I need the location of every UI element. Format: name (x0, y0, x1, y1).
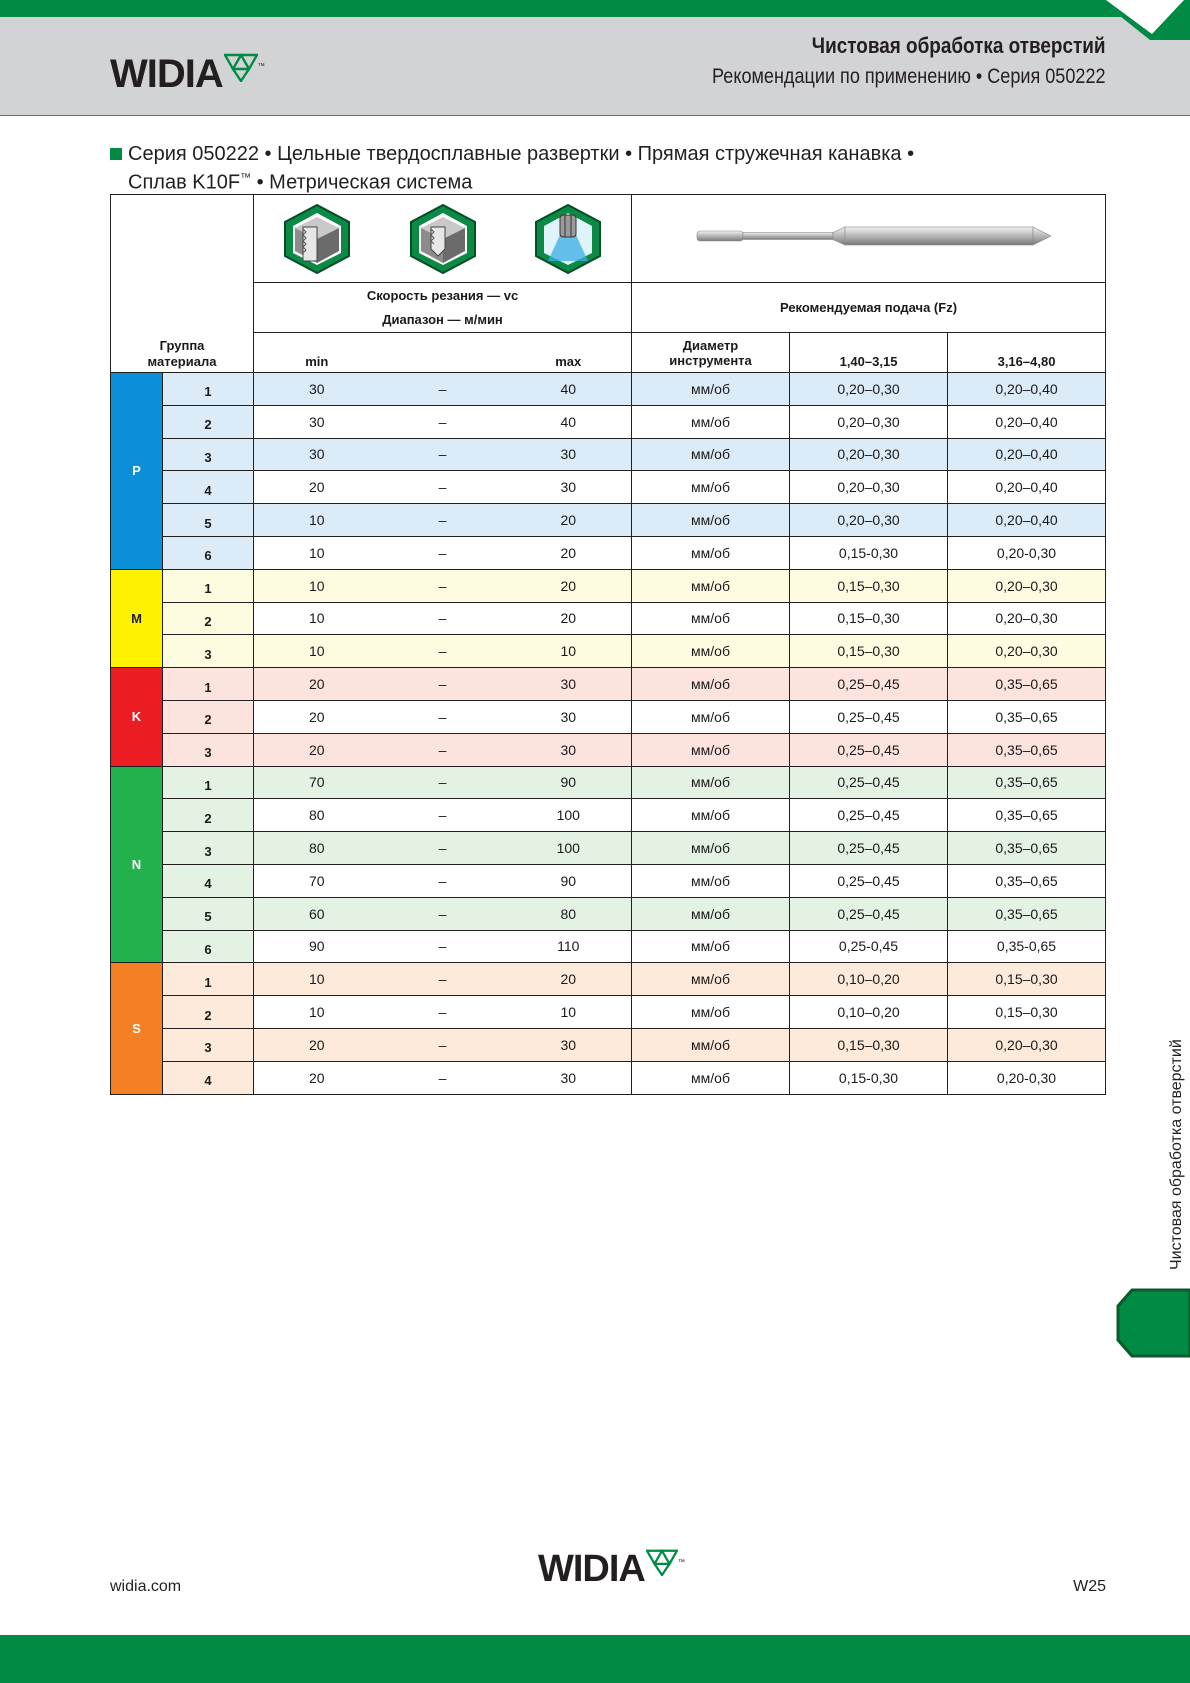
vc-dash: – (380, 471, 506, 504)
footer-logo-tm: ™ (677, 1559, 685, 1566)
feed-value-d2: 0,20–0,40 (948, 405, 1106, 438)
diameter-header: Диаметр инструмента (632, 333, 790, 373)
feed-value-d1: 0,15–0,30 (790, 602, 948, 635)
vc-dash: – (380, 700, 506, 733)
feed-unit: мм/об (632, 700, 790, 733)
feed-value-d2: 0,35–0,65 (948, 799, 1106, 832)
feed-value-d2: 0,35-0,65 (948, 930, 1106, 963)
feed-unit: мм/об (632, 405, 790, 438)
vc-min-value: 10 (254, 635, 380, 668)
recommended-feed-header: Рекомендуемая подача (Fz) (632, 283, 1106, 333)
feed-value-d2: 0,35–0,65 (948, 864, 1106, 897)
feed-value-d1: 0,15–0,30 (790, 1028, 948, 1061)
page-number: W25 (1073, 1578, 1106, 1595)
bottom-green-bar (0, 1635, 1190, 1683)
feed-unit: мм/об (632, 963, 790, 996)
feed-unit: мм/об (632, 536, 790, 569)
subgroup-number: 1 (163, 766, 254, 799)
feed-value-d1: 0,25–0,45 (790, 864, 948, 897)
operation-icons-cell (254, 195, 632, 283)
subgroup-number: 4 (163, 471, 254, 504)
vc-dash: – (380, 536, 506, 569)
series-heading (110, 142, 914, 195)
subgroup-number: 1 (163, 668, 254, 701)
subgroup-number: 6 (163, 536, 254, 569)
vc-min-value: 10 (254, 569, 380, 602)
vc-min-value: 30 (254, 373, 380, 406)
feed-value-d1: 0,15–0,30 (790, 635, 948, 668)
feed-value-d1: 0,20–0,30 (790, 471, 948, 504)
speed-range-label: Диапазон — м/мин (382, 311, 503, 327)
vc-min-value: 70 (254, 766, 380, 799)
feed-value-d2: 0,20–0,40 (948, 373, 1106, 406)
coolant-through-icon (534, 203, 602, 275)
table-row (111, 864, 1106, 897)
feed-value-d2: 0,35–0,65 (948, 897, 1106, 930)
feed-unit: мм/об (632, 668, 790, 701)
diameter-range-1-header: 1,40–3,15 (790, 333, 948, 373)
vc-max-value: 30 (506, 1061, 632, 1094)
table-row (111, 799, 1106, 832)
subgroup-number: 5 (163, 897, 254, 930)
vc-max-value: 80 (506, 897, 632, 930)
vc-max-value: 20 (506, 536, 632, 569)
vc-min-value: 20 (254, 1028, 380, 1061)
vc-min-value: 20 (254, 471, 380, 504)
feed-unit: мм/об (632, 471, 790, 504)
vc-min-value: 30 (254, 405, 380, 438)
feed-value-d1: 0,25–0,45 (790, 733, 948, 766)
subgroup-number: 2 (163, 799, 254, 832)
feed-unit: мм/об (632, 864, 790, 897)
reaming-blind-hole-icon (409, 203, 477, 275)
vc-max-value: 90 (506, 864, 632, 897)
material-group-header (111, 195, 254, 373)
tool-image-cell (632, 195, 1106, 283)
vc-max-value: 40 (506, 405, 632, 438)
table-row (111, 373, 1106, 406)
feed-unit: мм/об (632, 602, 790, 635)
table-row (111, 930, 1106, 963)
vc-min-value: 20 (254, 668, 380, 701)
feed-value-d1: 0,25–0,45 (790, 766, 948, 799)
subgroup-number: 4 (163, 864, 254, 897)
footer-logo (538, 1548, 685, 1588)
table-row (111, 569, 1106, 602)
feed-value-d2: 0,35–0,65 (948, 766, 1106, 799)
vc-min-value: 20 (254, 700, 380, 733)
subgroup-number: 3 (163, 832, 254, 865)
vc-min-header: min (254, 333, 380, 373)
table-row (111, 504, 1106, 537)
feed-value-d1: 0,15-0,30 (790, 1061, 948, 1094)
feed-unit: мм/об (632, 799, 790, 832)
table-row (111, 1028, 1106, 1061)
vc-dash: – (380, 996, 506, 1029)
green-bullet-icon (110, 148, 122, 160)
subgroup-number: 4 (163, 1061, 254, 1094)
table-row (111, 1061, 1106, 1094)
series-heading-text-2a: Сплав K10F (128, 171, 241, 194)
subgroup-number: 2 (163, 602, 254, 635)
table-row (111, 668, 1106, 701)
header-subtitle: Рекомендации по применению • Серия 050222 (712, 65, 1106, 88)
feed-value-d1: 0,15–0,30 (790, 569, 948, 602)
widia-triangles-icon (224, 52, 258, 82)
feed-value-d1: 0,25-0,45 (790, 930, 948, 963)
feed-value-d2: 0,20–0,40 (948, 438, 1106, 471)
feed-value-d2: 0,35–0,65 (948, 700, 1106, 733)
section-tab-marker (1116, 1288, 1190, 1358)
feed-unit: мм/об (632, 373, 790, 406)
vc-dash: – (380, 569, 506, 602)
subgroup-number: 3 (163, 635, 254, 668)
header-corner-chevron (1100, 0, 1190, 40)
subgroup-number: 3 (163, 438, 254, 471)
vc-max-header: max (506, 333, 632, 373)
material-group-p: P (111, 373, 163, 570)
vc-dash: – (380, 1061, 506, 1094)
vc-max-value: 30 (506, 438, 632, 471)
vc-dash: – (380, 438, 506, 471)
series-heading-text-2b: • Метрическая система (251, 171, 473, 194)
vc-min-value: 10 (254, 536, 380, 569)
feed-value-d2: 0,35–0,65 (948, 668, 1106, 701)
subgroup-number: 3 (163, 1028, 254, 1061)
subgroup-number: 3 (163, 733, 254, 766)
feed-value-d1: 0,25–0,45 (790, 897, 948, 930)
vc-dash: – (380, 864, 506, 897)
diameter-range-2-header: 3,16–4,80 (948, 333, 1106, 373)
feed-value-d1: 0,10–0,20 (790, 996, 948, 1029)
vc-dash: – (380, 897, 506, 930)
feed-value-d1: 0,25–0,45 (790, 700, 948, 733)
vc-max-value: 30 (506, 700, 632, 733)
feed-unit: мм/об (632, 569, 790, 602)
vc-dash: – (380, 405, 506, 438)
cutting-speed-label: Скорость резания — vc (366, 287, 519, 303)
feed-value-d1: 0,20–0,30 (790, 438, 948, 471)
feed-value-d1: 0,25–0,45 (790, 668, 948, 701)
reamer-tool-image (679, 217, 1059, 257)
vc-dash: – (380, 602, 506, 635)
feed-unit: мм/об (632, 635, 790, 668)
feed-unit: мм/об (632, 438, 790, 471)
footer-website[interactable]: widia.com (110, 1578, 182, 1595)
subgroup-number: 6 (163, 930, 254, 963)
table-row (111, 963, 1106, 996)
feed-value-d2: 0,20–0,30 (948, 602, 1106, 635)
vc-dash: – (380, 963, 506, 996)
feed-unit: мм/об (632, 766, 790, 799)
vc-dash: – (380, 668, 506, 701)
vc-min-value: 80 (254, 799, 380, 832)
material-group-s: S (111, 963, 163, 1094)
feed-value-d1: 0,20–0,30 (790, 405, 948, 438)
series-heading-tm: ™ (240, 172, 252, 184)
subgroup-number: 2 (163, 405, 254, 438)
feed-value-d1: 0,20–0,30 (790, 504, 948, 537)
vc-max-value: 20 (506, 963, 632, 996)
material-group-m: M (111, 569, 163, 667)
feed-value-d2: 0,20–0,30 (948, 569, 1106, 602)
feed-value-d1: 0,25–0,45 (790, 832, 948, 865)
vc-dash: – (380, 504, 506, 537)
vc-max-value: 20 (506, 602, 632, 635)
feed-value-d1: 0,10–0,20 (790, 963, 948, 996)
header-logo-text: WIDIA (110, 52, 223, 96)
vc-max-value: 100 (506, 832, 632, 865)
vc-min-value: 90 (254, 930, 380, 963)
vc-dash-header (380, 333, 506, 373)
footer-logo-text: WIDIA (538, 1548, 645, 1590)
table-row (111, 471, 1106, 504)
subgroup-number: 2 (163, 700, 254, 733)
table-row (111, 832, 1106, 865)
subgroup-number: 1 (163, 569, 254, 602)
vc-dash: – (380, 766, 506, 799)
subgroup-number: 5 (163, 504, 254, 537)
vc-min-value: 10 (254, 504, 380, 537)
feed-value-d2: 0,20-0,30 (948, 536, 1106, 569)
vc-max-value: 30 (506, 733, 632, 766)
table-row (111, 897, 1106, 930)
series-heading-text-1: Серия 050222 • Цельные твердосплавные развертки • Прямая стружечная канавка • (128, 143, 915, 165)
vc-min-value: 10 (254, 996, 380, 1029)
feed-value-d1: 0,25–0,45 (790, 799, 948, 832)
vc-dash: – (380, 930, 506, 963)
feed-unit: мм/об (632, 897, 790, 930)
vc-max-value: 30 (506, 1028, 632, 1061)
table-row (111, 635, 1106, 668)
table-row (111, 733, 1106, 766)
reaming-through-hole-icon (283, 203, 351, 275)
table-row (111, 700, 1106, 733)
vc-max-value: 30 (506, 668, 632, 701)
subgroup-number: 2 (163, 996, 254, 1029)
vc-dash: – (380, 1028, 506, 1061)
vc-dash: – (380, 373, 506, 406)
subgroup-number: 1 (163, 373, 254, 406)
vc-max-value: 10 (506, 635, 632, 668)
vc-min-value: 10 (254, 963, 380, 996)
vc-max-value: 90 (506, 766, 632, 799)
cutting-data-table (110, 194, 1106, 1095)
table-row (111, 405, 1106, 438)
feed-value-d2: 0,20–0,40 (948, 471, 1106, 504)
feed-value-d2: 0,15–0,30 (948, 996, 1106, 1029)
sidebar-section-label: Чистовая обработка отверстий (1168, 1039, 1185, 1270)
top-green-bar (0, 0, 1190, 17)
vc-max-value: 110 (506, 930, 632, 963)
vc-dash: – (380, 799, 506, 832)
header-logo-tm: ™ (257, 63, 265, 70)
subgroup-number: 1 (163, 963, 254, 996)
vc-dash: – (380, 832, 506, 865)
vc-dash: – (380, 635, 506, 668)
feed-value-d2: 0,35–0,65 (948, 832, 1106, 865)
vc-max-value: 20 (506, 504, 632, 537)
vc-max-value: 100 (506, 799, 632, 832)
feed-value-d2: 0,20–0,40 (948, 504, 1106, 537)
vc-dash: – (380, 733, 506, 766)
series-heading-line1 (110, 142, 914, 166)
feed-unit: мм/об (632, 930, 790, 963)
vc-min-value: 10 (254, 602, 380, 635)
feed-value-d2: 0,35–0,65 (948, 733, 1106, 766)
feed-unit: мм/об (632, 996, 790, 1029)
table-row (111, 438, 1106, 471)
vc-min-value: 60 (254, 897, 380, 930)
material-group-n: N (111, 766, 163, 963)
feed-value-d2: 0,15–0,30 (948, 963, 1106, 996)
cutting-speed-header (254, 283, 632, 333)
vc-min-value: 30 (254, 438, 380, 471)
header-title: Чистовая обработка отверстий (812, 33, 1106, 58)
material-group-k: K (111, 668, 163, 766)
feed-unit: мм/об (632, 504, 790, 537)
vc-min-value: 70 (254, 864, 380, 897)
feed-unit: мм/об (632, 733, 790, 766)
material-group-label: Группа материала (147, 338, 217, 369)
feed-unit: мм/об (632, 1061, 790, 1094)
feed-unit: мм/об (632, 1028, 790, 1061)
table-row (111, 996, 1106, 1029)
vc-min-value: 20 (254, 733, 380, 766)
series-heading-line2 (110, 166, 914, 195)
feed-value-d1: 0,15-0,30 (790, 536, 948, 569)
vc-min-value: 80 (254, 832, 380, 865)
vc-min-value: 20 (254, 1061, 380, 1094)
table-row (111, 536, 1106, 569)
feed-value-d2: 0,20–0,30 (948, 635, 1106, 668)
vc-max-value: 20 (506, 569, 632, 602)
widia-triangles-icon (646, 1548, 678, 1576)
vc-max-value: 30 (506, 471, 632, 504)
table-row (111, 766, 1106, 799)
feed-value-d2: 0,20–0,30 (948, 1028, 1106, 1061)
vc-max-value: 40 (506, 373, 632, 406)
feed-value-d1: 0,20–0,30 (790, 373, 948, 406)
header-logo (110, 52, 265, 94)
feed-value-d2: 0,20-0,30 (948, 1061, 1106, 1094)
vc-max-value: 10 (506, 996, 632, 1029)
table-row (111, 602, 1106, 635)
feed-unit: мм/об (632, 832, 790, 865)
